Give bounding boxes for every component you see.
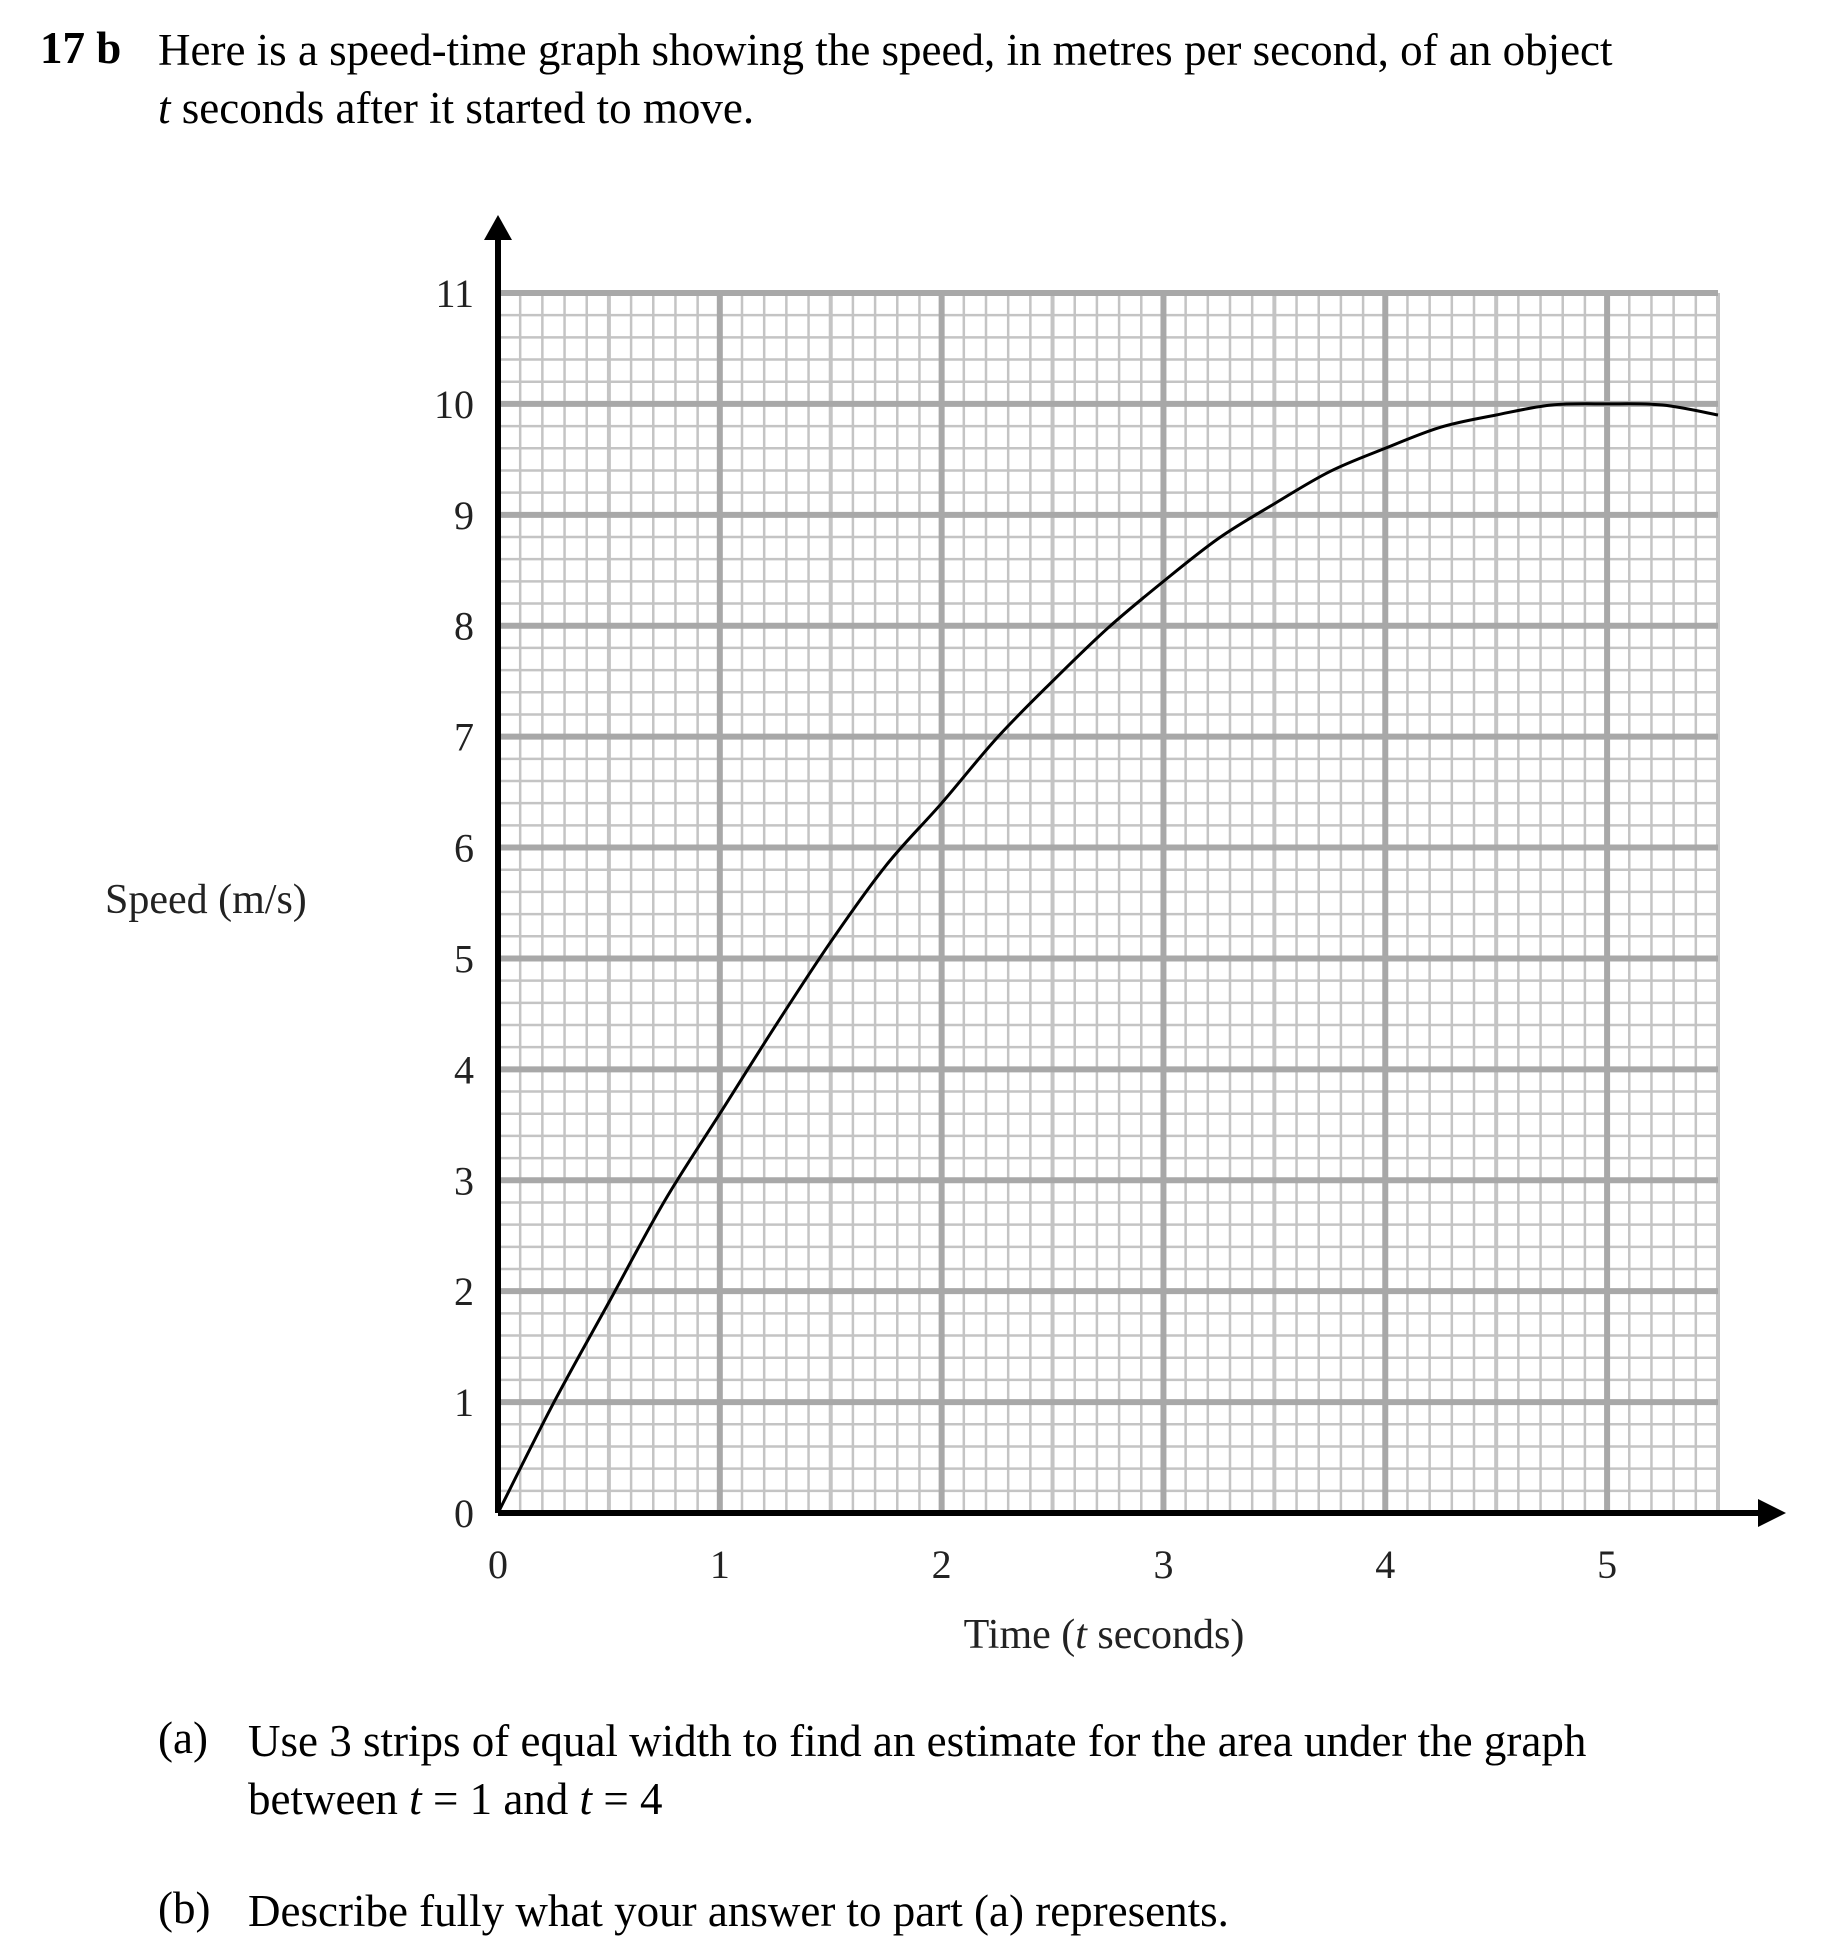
y-tick-label: 9 <box>454 492 474 538</box>
x-tick-label: 2 <box>931 1542 952 1587</box>
axes <box>484 215 1786 1527</box>
question-number: 17 b <box>40 23 122 73</box>
y-tick-label: 10 <box>434 381 474 427</box>
y-tick-label: 6 <box>454 825 474 871</box>
question-text-line2-rest: seconds after it started to move. <box>170 83 755 133</box>
x-tick-label: 3 <box>1153 1542 1174 1587</box>
y-tick-label: 3 <box>454 1158 474 1204</box>
y-tick-label: 0 <box>454 1491 474 1536</box>
x-tick-label: 4 <box>1375 1542 1396 1587</box>
y-axis-label: Speed (m/s) <box>105 877 307 923</box>
major-gridlines <box>498 293 1718 1513</box>
y-tick-label: 2 <box>454 1269 474 1315</box>
y-tick-label: 7 <box>454 714 474 760</box>
variable-t: t <box>158 83 171 133</box>
part-a-line1: Use 3 strips of equal width to find an estimate for the area under the graph <box>248 1716 1587 1766</box>
x-axis-arrow <box>1758 1499 1786 1527</box>
y-tick-label: 4 <box>454 1047 474 1093</box>
question-text-line1: Here is a speed-time graph showing the speed, in metres per second, of an object <box>158 25 1613 75</box>
x-axis-label: Time (t seconds) <box>963 1612 1245 1658</box>
x-tick-label: 5 <box>1597 1542 1618 1587</box>
y-tick-label: 8 <box>454 603 474 649</box>
y-tick-label: 11 <box>435 271 474 316</box>
part-b-label: (b) <box>158 1883 211 1933</box>
y-tick-label: 5 <box>454 936 474 982</box>
part-b-text: Describe fully what your answer to part (a) represents. <box>248 1886 1229 1936</box>
part-a-label: (a) <box>158 1713 208 1763</box>
y-tick-label: 1 <box>454 1380 474 1426</box>
minor-gridlines <box>498 293 1718 1513</box>
x-tick-label: 0 <box>488 1542 508 1587</box>
tick-labels <box>434 271 1617 1587</box>
x-tick-label: 1 <box>709 1542 730 1587</box>
part-a-line2: between t = 1 and t = 4 <box>248 1774 663 1824</box>
y-axis-arrow <box>484 215 512 240</box>
